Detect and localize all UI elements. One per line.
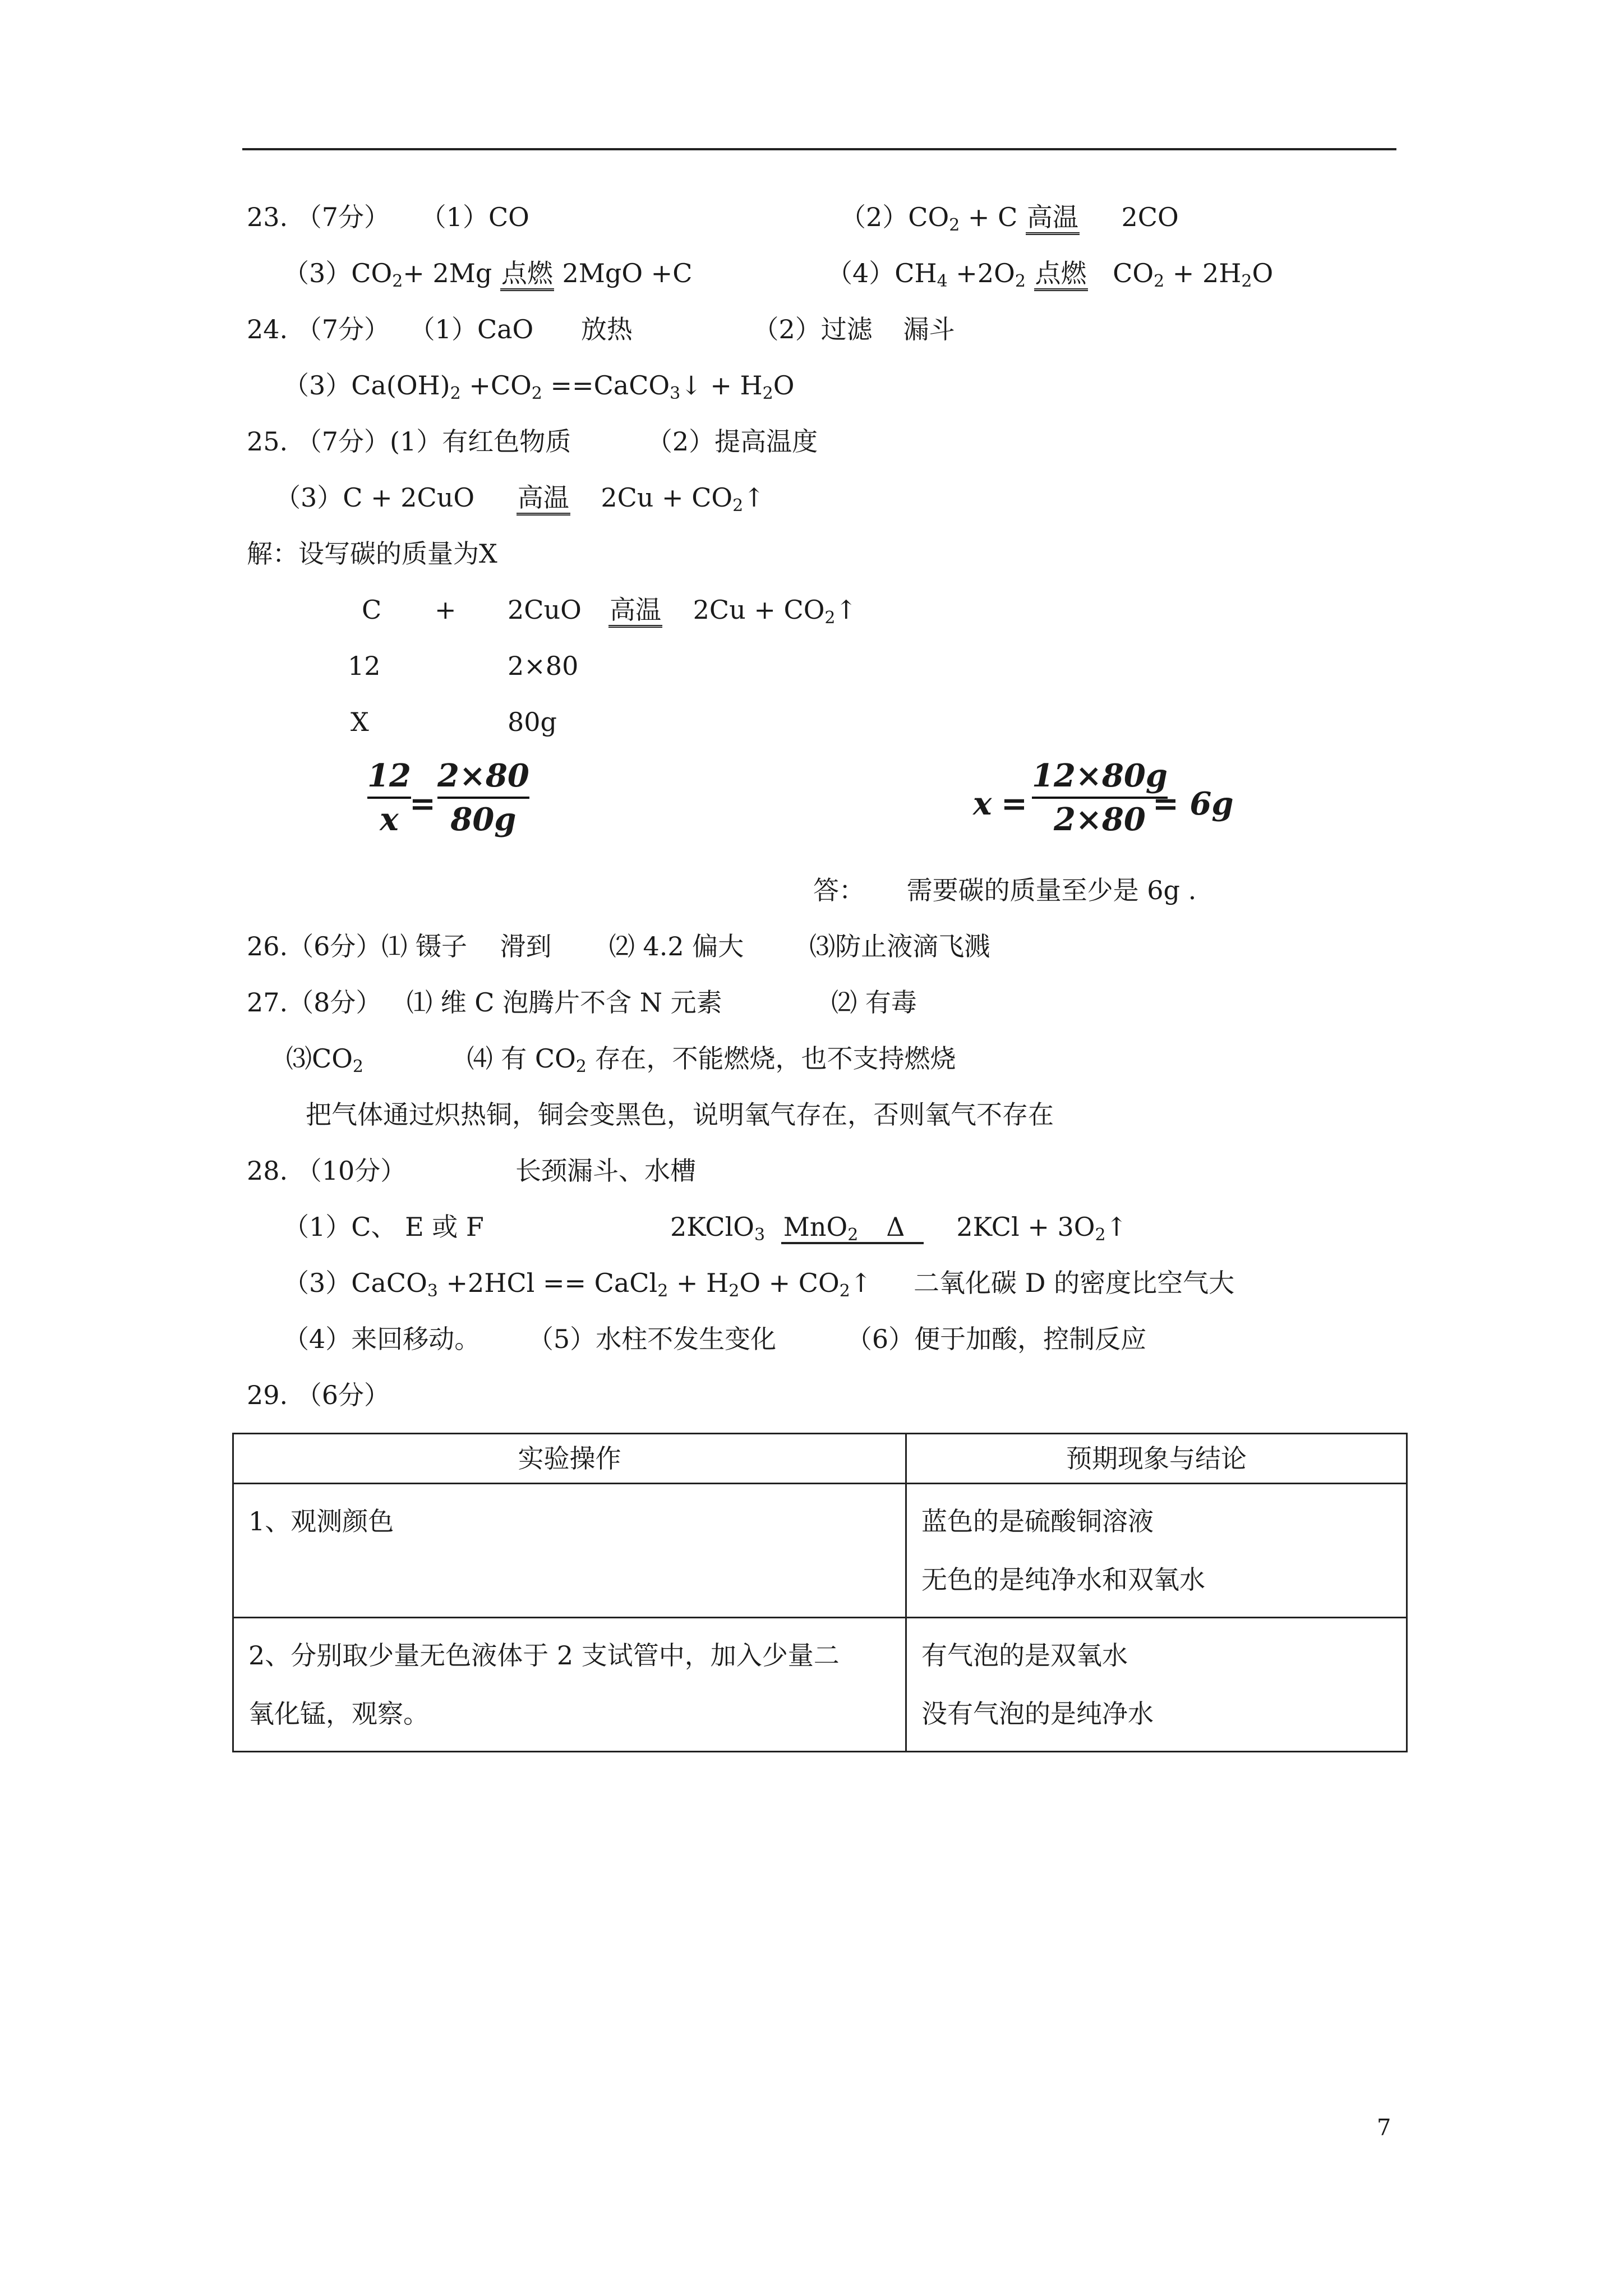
sub: 3	[670, 384, 681, 403]
q28-part0: 长颈漏斗、水槽	[515, 1156, 696, 1186]
sub: 4	[937, 272, 948, 291]
q25-part2: （2）提高温度	[646, 426, 818, 457]
q24-part1: （1）CaO	[409, 314, 534, 344]
q25-solve: 解：设写碳的质量为X	[247, 539, 497, 569]
sub: 2	[1015, 272, 1026, 291]
cell-text: 蓝色的是硫酸铜溶液	[921, 1506, 1154, 1536]
sub: 2	[762, 384, 773, 403]
q23-line1	[247, 200, 529, 234]
q28-line1	[247, 1154, 696, 1188]
q25-m2: 2×80	[508, 651, 579, 681]
q24-p3-a: （3）Ca(OH)	[283, 370, 450, 401]
reaction-condition	[781, 1212, 924, 1244]
q23-p4-d: O	[1252, 258, 1274, 288]
sub: 2	[531, 384, 542, 403]
q24-part2: （2）过滤	[753, 314, 873, 344]
result-6g: = 6g	[1152, 785, 1234, 822]
q25-eq-b: 2Cu + CO	[693, 595, 825, 625]
q25-p3-b: 2Cu + CO	[601, 482, 733, 513]
sub: 2	[657, 1281, 668, 1301]
q27-p4-b: 存在，不能燃烧，也不支持燃烧	[586, 1043, 956, 1074]
sub: 2	[949, 215, 960, 235]
q23-p4-b: CO	[1113, 258, 1154, 288]
q25-head: 25. （7分）	[247, 426, 390, 457]
table-header-result: 预期现象与结论	[906, 1434, 1407, 1484]
q25-eq-arrow: ↑	[835, 595, 857, 625]
q25-line1	[247, 425, 818, 458]
q28-part3	[283, 1266, 1234, 1308]
q24-p3-c: ==CaCO	[542, 370, 670, 401]
q24-part3	[283, 369, 794, 411]
cell-text: 氧化锰，观察。	[248, 1699, 429, 1729]
table-cell	[906, 1618, 1407, 1752]
fraction-numerator: 12	[367, 757, 411, 794]
q28-head: 28. （10分）	[247, 1156, 407, 1186]
top-rule	[242, 148, 1396, 150]
sub: 2	[450, 384, 461, 403]
table-header-row	[233, 1434, 1407, 1484]
sub: 2	[1241, 272, 1252, 291]
q28-line5	[283, 1322, 1146, 1356]
table-header-operation: 实验操作	[233, 1434, 906, 1484]
fraction-denominator: x	[380, 801, 399, 838]
table-cell	[233, 1618, 906, 1752]
q23-p2-mid: + C	[960, 202, 1026, 232]
table-cell	[906, 1484, 1407, 1618]
q25-x1: X	[351, 707, 369, 737]
cell-text: 2、分别取少量无色液体于 2 支试管中，加入少量二	[248, 1640, 840, 1671]
cell-text: 没有气泡的是纯净水	[921, 1699, 1154, 1729]
q24-part2b: 漏斗	[903, 314, 955, 344]
sub: 2	[1154, 272, 1165, 291]
q25-x2: 80g	[508, 707, 557, 737]
q28-p3-e: ↑	[850, 1268, 872, 1298]
equals-sign: =	[409, 785, 436, 822]
fraction-bar	[367, 797, 411, 799]
q23-p2-pre: （2）CO	[840, 202, 949, 232]
cell-text: 1、观测颜色	[248, 1506, 394, 1536]
q28-part6: （6）便于加酸，控制反应	[846, 1324, 1147, 1354]
reaction-condition: 高温	[1026, 202, 1080, 235]
q27-line1	[247, 986, 917, 1019]
fraction-bar	[437, 797, 529, 799]
q27-line3: 把气体通过炽热铜，铜会变黑色，说明氧气存在，否则氧气不存在	[306, 1099, 1054, 1130]
q25-part3	[275, 481, 765, 523]
fraction-bar	[1032, 797, 1168, 799]
q23-p3-mid: + 2Mg	[403, 258, 500, 288]
cell-text: 无色的是纯净水和双氧水	[921, 1565, 1205, 1595]
reaction-condition: 高温	[608, 595, 662, 628]
q28-p1-c: ↑	[1105, 1212, 1128, 1242]
q24-line1	[247, 312, 955, 346]
sub: 2	[839, 1281, 850, 1301]
sub: 2	[728, 1281, 740, 1301]
fraction-denominator: 80g	[450, 801, 517, 838]
catalyst: MnO	[783, 1212, 848, 1242]
q25-p3-c: ↑	[743, 482, 765, 513]
table-row	[233, 1484, 1407, 1618]
q28-part2	[670, 1210, 1127, 1252]
q23-p2-post: 2CO	[1121, 202, 1179, 232]
q25-eq-plus: +	[435, 595, 457, 625]
q25-part1: (1）有红色物质	[390, 426, 571, 457]
reaction-condition: 高温	[517, 482, 570, 516]
q28-part5: （5）水柱不发生变化	[527, 1324, 777, 1354]
fraction-12-over-x	[367, 757, 411, 838]
q25-eq-cuo: 2CuO	[508, 595, 582, 625]
sub: 2	[392, 272, 403, 291]
fraction-numerator: 2×80	[437, 757, 529, 794]
q27-line2	[286, 1042, 956, 1084]
sub: 2	[824, 608, 836, 628]
q27-p4-a: ⑷ 有 CO	[467, 1043, 576, 1074]
cell-text: 有气泡的是双氧水	[921, 1640, 1128, 1671]
q28-p3-a: （3）CaCO	[283, 1268, 427, 1298]
fraction-solution	[1032, 757, 1168, 838]
q27-head: 27.（8分）	[247, 987, 382, 1018]
q23-part2	[840, 200, 1179, 242]
reaction-condition: 点燃	[500, 258, 554, 291]
q29-head: 29. （6分）	[247, 1380, 390, 1410]
q24-head: 24. （7分）	[247, 314, 390, 344]
sub: 2	[575, 1057, 587, 1076]
sub: 2	[847, 1225, 859, 1245]
q23-part4	[827, 256, 1273, 298]
q24-p3-e: O	[773, 370, 795, 401]
answer-text: 需要碳的质量至少是 6g .	[906, 875, 1197, 905]
q23-p4-c: + 2H	[1164, 258, 1242, 288]
q28-p3-d: O + CO	[739, 1268, 840, 1298]
fraction-2x80-over-80g	[437, 757, 529, 838]
sub: 3	[754, 1225, 766, 1245]
answer-label: 答：	[813, 875, 865, 905]
q25-answer	[813, 873, 1196, 907]
fraction-numerator: 12×80g	[1032, 757, 1168, 794]
q24-part1b: 放热	[580, 314, 633, 344]
heat-symbol: Δ	[886, 1212, 905, 1242]
q28-part1: （1）C、 E 或 F	[283, 1212, 484, 1242]
sub: 2	[732, 496, 744, 516]
q28-p3-c: + H	[668, 1268, 729, 1298]
equals-sign: =	[1001, 785, 1027, 822]
variable-x: x	[973, 785, 992, 822]
fraction-denominator: 2×80	[1054, 801, 1146, 838]
q23-p3-post: 2MgO +C	[554, 258, 693, 288]
q25-m1: 12	[348, 651, 381, 681]
reaction-condition: 点燃	[1034, 258, 1088, 291]
q23-part1: （1）CO	[420, 202, 529, 232]
table-cell	[233, 1484, 906, 1618]
q24-p3-d: ↓ + H	[680, 370, 763, 401]
sub: 2	[352, 1057, 364, 1076]
table-row	[233, 1618, 1407, 1752]
q26-line: 26.（6分）⑴ 镊子 滑到 ⑵ 4.2 偏大 ⑶防止液滴飞溅	[247, 931, 990, 961]
q23-p4-a: +2O	[947, 258, 1015, 288]
page-number: 7	[1377, 2115, 1391, 2141]
q23-p4-pre: （4）CH	[827, 258, 937, 288]
q28-p3-f: 二氧化碳 D 的密度比空气大	[914, 1268, 1235, 1298]
q25-p3-a: （3）C + 2CuO	[275, 482, 475, 513]
q28-p1-a: 2KClO	[670, 1212, 755, 1242]
q23-p3-pre: （3）CO	[283, 258, 393, 288]
q23-head: 23. （7分）	[247, 202, 390, 232]
q28-p1-b: 2KCl + 3O	[956, 1212, 1095, 1242]
q28-p3-b: +2HCl == CaCl	[437, 1268, 658, 1298]
q27-p3-a: ⑶CO	[286, 1043, 353, 1074]
q27-part2: ⑵ 有毒	[831, 987, 917, 1018]
q25-eq-right	[608, 593, 857, 635]
q23-part3	[283, 256, 692, 298]
q28-part4: （4）来回移动。	[283, 1324, 481, 1354]
q25-eq-c: C	[362, 595, 382, 625]
q27-part1: ⑴ 维 C 泡腾片不含 N 元素	[407, 987, 722, 1018]
experiment-table	[232, 1433, 1408, 1752]
sub: 2	[1095, 1225, 1106, 1245]
sub: 3	[427, 1281, 438, 1301]
q24-p3-b: +CO	[460, 370, 532, 401]
